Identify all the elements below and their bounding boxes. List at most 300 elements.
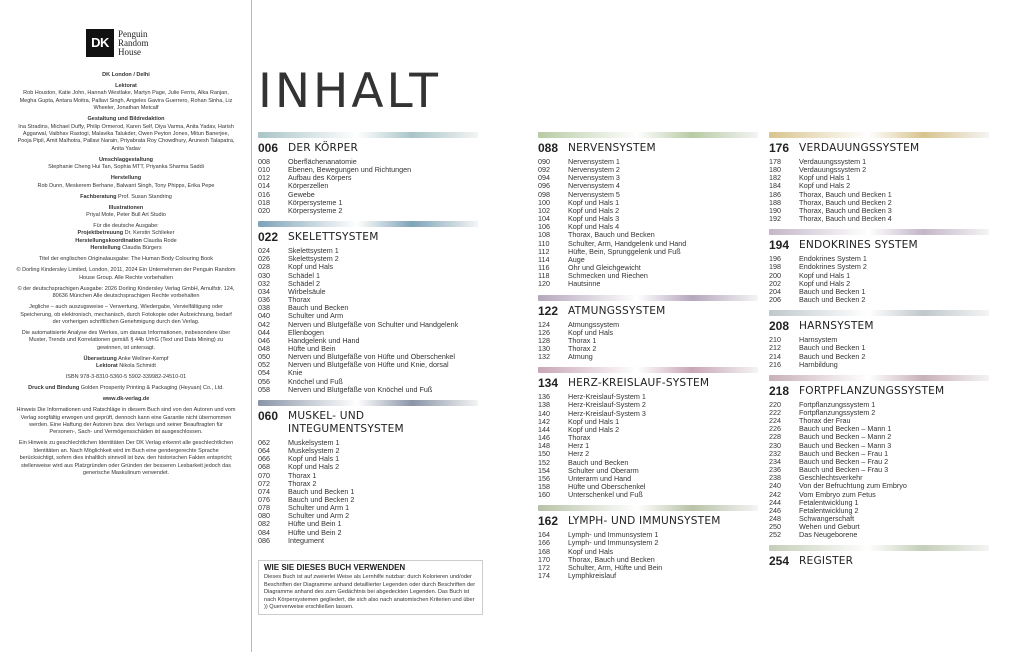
entry-page: 200 [769,270,781,280]
entry-title: Endokrines System 2 [799,262,867,272]
imprint-heading: Übersetzung [83,355,117,362]
entry-title: Schulter, Arm, Handgelenk und Hand [568,238,687,248]
imprint-block [16,223,236,253]
entry-page: 124 [538,319,550,329]
toc-entry[interactable] [258,537,478,545]
entry-page: 058 [258,384,270,394]
entry-page: 182 [769,173,781,183]
imprint-block [16,205,236,220]
section-heading[interactable] [769,239,989,252]
entry-page: 070 [258,470,270,480]
section-color-bar [258,132,478,138]
entry-title: Ellenbogen [288,327,324,337]
toc-column-2 [538,132,758,586]
toc-entry[interactable] [258,207,478,215]
entry-title: Bauch und Becken – Frau 2 [799,456,889,466]
entry-page: 096 [538,181,550,191]
entry-page: 102 [538,205,550,215]
entry-title: Nervensystem 1 [568,157,620,166]
entry-page: 126 [538,327,550,337]
entry-title: Schulter und Arm 1 [288,503,350,513]
entry-title: Bauch und Becken 2 [799,295,866,305]
entry-page: 052 [258,360,270,370]
entry-page: 148 [538,441,550,451]
entry-title: Bauch und Becken 1 [799,286,866,296]
section-heading[interactable] [769,555,989,568]
entry-title: Nerven und Blutgefäße von Knöchel und Fuß [288,384,433,394]
section-page: 254 [769,554,790,569]
entry-title: Fortpflanzungssystem 1 [799,399,876,409]
entry-title: Bauch und Becken [568,457,629,467]
entry-page: 078 [258,503,270,513]
entry-page: 112 [538,246,550,256]
section-color-bar [769,375,989,381]
section-color-bar [538,505,758,511]
toc-entry[interactable] [769,296,989,304]
imprint-body: Für die deutsche Ausgabe: [93,223,159,230]
entry-title: Nervensystem 4 [568,181,620,191]
entry-page: 160 [538,490,550,500]
entry-title: Thorax, Bauch und Becken 2 [799,197,892,207]
toc-section [538,132,758,289]
entry-page: 196 [769,254,781,264]
entry-page: 188 [769,197,781,207]
section-title: LYMPH- UND IMMUNSYSTEM [568,515,721,528]
entry-title: Körperzellen [288,181,329,191]
entry-title: Thorax 1 [288,470,317,480]
entry-page: 008 [258,157,270,166]
entry-page: 240 [769,481,781,491]
toc-section [538,295,758,362]
entry-title: Kopf und Hals 2 [799,278,851,288]
entry-title: Integument [288,535,324,545]
imprint-block [16,385,236,392]
entry-title: Kopf und Hals 4 [568,222,620,232]
entry-page: 230 [769,440,781,450]
entry-title: Nerven und Blutgefäße von Hüfte und Oberschenkel [288,352,456,362]
entry-title: Unterschenkel und Fuß [568,490,643,500]
toc-section [538,367,758,499]
imprint-body: Rob Dunn, Meskerem Berhane, Balwant Singh, Tony Phipps, Erika Pepe [37,182,215,189]
entry-title: Geschlechtsverkehr [799,473,863,483]
entry-title: Aufbau des Körpers [288,173,352,183]
entry-title: Unterarm und Hand [568,473,632,483]
imprint-block [16,72,236,79]
imprint-block [16,256,236,263]
entry-title: Hüfte und Bein [288,343,336,353]
toc-section [769,132,989,223]
imprint-block [16,330,236,352]
imprint-block [16,407,236,437]
section-heading[interactable] [538,305,758,318]
imprint-heading: Druck und Bindung [28,385,80,392]
imprint-role: Herstellung [90,245,121,252]
entry-title: Herz-Kreislauf-System 2 [568,400,646,410]
entry-title: Hüfte, Bein, Sprunggelenk und Fuß [568,246,681,256]
section-color-bar [769,310,989,316]
entry-page: 118 [538,271,550,281]
how-to-title: WIE SIE DIESES BUCH VERWENDEN [264,563,406,572]
entry-title: Bauch und Becken 2 [288,495,355,504]
entry-page: 018 [258,197,270,207]
entry-title: Schädel 1 [288,270,320,280]
imprint-role: Lektorat [96,363,118,370]
entry-title: Thorax, Bauch und Becken 1 [799,189,892,199]
imprint-block [16,116,236,153]
entry-page: 232 [769,448,781,458]
toc-section [258,221,478,394]
entry-title: Schmecken und Riechen [568,271,648,281]
entry-page: 108 [538,230,550,240]
entry-page: 076 [258,495,270,504]
toc-entry[interactable] [538,572,758,580]
entry-page: 116 [538,263,550,273]
entry-title: Herz 1 [568,441,590,451]
entry-title: Kopf und Hals 2 [568,205,620,215]
entry-page: 114 [538,254,550,264]
entry-title: Oberflächenanatomie [288,157,357,166]
entry-page: 044 [258,327,270,337]
page-title: INHALT [258,64,441,119]
entry-page: 066 [258,454,270,464]
entry-page: 212 [769,343,781,353]
entry-title: Thorax, Bauch und Becken [568,554,655,564]
entry-title: Bauch und Becken – Frau 3 [799,465,889,475]
entry-title: Schwangerschaft [799,514,855,523]
entry-title: Skelettsystem 2 [288,254,339,264]
toc-entry[interactable] [258,386,478,394]
section-page: 122 [538,303,559,318]
section-heading[interactable] [258,231,478,244]
section-title: FORTPFLANZUNGSSYSTEM [799,384,945,397]
entry-page: 190 [769,205,781,215]
entry-title: Kopf und Hals [288,262,334,272]
imprint-heading: www.dk-verlag.de [102,396,150,403]
toc-section [769,310,989,369]
entry-title: Bauch und Becken – Frau 1 [799,448,889,458]
entry-title: Kopf und Hals 2 [799,181,851,191]
entry-title: Endokrines System 1 [799,254,867,264]
entry-title: Schulter und Arm 2 [288,511,350,521]
imprint-body: Anke Wellner-Kempf [118,355,169,362]
entry-page: 128 [538,335,550,345]
entry-page: 042 [258,319,270,329]
entry-title: Herz-Kreislauf-System 3 [568,408,646,418]
entry-title: Nervensystem 3 [568,173,620,183]
entry-title: Nerven und Blutgefäße von Hüfte und Knie, dorsal [288,360,449,370]
entry-page: 166 [538,538,550,548]
entry-title: Kopf und Hals [568,546,614,556]
toc-column-3 [769,132,989,574]
imprint-body: Priyal Mote, Peter Bull Art Studio [86,212,166,219]
entry-title: Handgelenk und Hand [288,335,360,345]
entry-page: 036 [258,295,270,305]
toc-section [538,505,758,580]
entry-page: 086 [258,535,270,545]
entry-title: Bauch und Becken [288,303,349,313]
toc-entry[interactable] [769,531,989,539]
section-page: 022 [258,230,279,245]
entry-page: 056 [258,376,270,386]
toc-entry[interactable] [538,280,758,288]
entry-page: 138 [538,400,550,410]
section-color-bar [769,545,989,551]
entry-title: Thorax 2 [288,478,317,488]
section-title: VERDAUUNGSSYSTEM [799,142,920,154]
section-title: REGISTER [799,555,854,568]
entry-title: Schulter und Arm [288,311,344,321]
entry-title: Schulter und Oberarm [568,465,639,475]
entry-title: Schädel 2 [288,278,320,288]
entry-page: 064 [258,446,270,456]
entry-title: Harnsystem [799,335,838,345]
entry-title: Bauch und Becken 1 [288,486,355,496]
entry-page: 098 [538,189,550,199]
section-heading[interactable] [538,377,758,390]
entry-title: Atmung [568,352,593,362]
imprint-person: Claudia Bürgers [122,245,162,252]
entry-page: 172 [538,562,550,572]
section-page: 194 [769,238,790,253]
section-heading[interactable] [538,142,758,155]
entry-title: Thorax, Bauch und Becken 4 [799,214,892,224]
imprint-text [16,72,236,481]
toc-entry[interactable] [538,491,758,499]
entry-page: 050 [258,352,270,362]
section-heading[interactable] [538,515,758,528]
entry-title: Fortpflanzungssystem 2 [799,407,876,417]
entry-title: Kopf und Hals 1 [568,197,620,207]
imprint-body: © Dorling Kindersley Limited, London, 2011, 2024 Ein Unternehmen der Penguin Random House Group. Alle Rechte vorbehalten [16,267,236,281]
entry-page: 186 [769,189,781,199]
entry-title: Ohr und Gleichgewicht [568,263,641,273]
imprint-person: Claudia Rode [143,237,177,244]
entry-title: Thorax [288,295,311,305]
entry-page: 090 [538,157,550,166]
entry-page: 158 [538,482,550,491]
entry-title: Gewebe [288,189,315,199]
entry-title: Das Neugeborene [799,530,858,540]
imprint-heading: Gestaltung und Bildredaktion [87,116,165,123]
entry-page: 198 [769,262,781,272]
entry-page: 152 [538,457,550,467]
entry-title: Bauch und Becken 2 [799,351,866,361]
entry-title: Verdauungssystem 2 [799,165,867,175]
section-color-bar [538,295,758,301]
entry-title: Schulter, Arm, Hüfte und Bein [568,562,663,572]
section-title: HERZ-KREISLAUF-SYSTEM [568,377,710,390]
entry-page: 068 [258,462,270,472]
entry-title: Skelettsystem 1 [288,246,339,256]
toc-entry[interactable] [769,361,989,369]
imprint-page [0,0,252,652]
entry-page: 142 [538,416,550,426]
imprint-block [16,157,236,172]
imprint-block [16,286,236,301]
entry-page: 178 [769,157,781,166]
section-color-bar [538,132,758,138]
entry-page: 250 [769,522,781,532]
entry-title: Harnbildung [799,359,838,369]
toc-entry[interactable] [538,353,758,361]
entry-page: 204 [769,286,781,296]
entry-title: Thorax, Bauch und Becken [568,230,655,240]
entry-page: 074 [258,486,270,496]
imprint-person: Nikola Schmidt [119,363,156,370]
section-heading[interactable] [258,410,478,436]
entry-title: Kopf und Hals 3 [568,214,620,224]
entry-title: Nervensystem 2 [568,165,620,175]
section-heading[interactable] [258,142,478,155]
entry-page: 084 [258,527,270,537]
section-title: NERVENSYSTEM [568,142,656,154]
entry-title: Thorax, Bauch und Becken 3 [799,205,892,215]
entry-title: Thorax 1 [568,335,597,345]
entry-page: 092 [538,165,550,175]
imprint-body: Die automatisierte Analyse des Werkes, um daraus Informationen, insbesondere über Muster, Trends und Korrelationen gemäß § 44b UrhG (Text und Data Mining) zu gewinnen, ist untersagt. [21,329,231,351]
imprint-body: Stephanie Cheng Hui Tan, Sophia MTT, Priyanka Sharma Saddi [48,164,204,171]
imprint-body: Golden Prosperity Printing & Packaging (Heyuan) Co., Ltd. [80,385,224,392]
entry-page: 226 [769,424,781,434]
entry-page: 216 [769,359,781,369]
toc-section [769,545,989,568]
entry-title: Herz-Kreislauf-System 1 [568,392,646,402]
toc-entry[interactable] [769,215,989,223]
imprint-heading: Illustrationen [108,204,144,211]
section-title: ENDOKRINES SYSTEM [799,239,918,252]
entry-page: 206 [769,295,781,305]
entry-page: 214 [769,351,781,361]
entry-title: Hüfte und Bein 2 [288,527,342,537]
entry-title: Fetalentwicklung 2 [799,505,859,515]
imprint-heading: Lektorat [115,83,137,89]
entry-title: Hautsinne [568,279,601,289]
imprint-person: Dr. Kerstin Schlieker [124,230,175,237]
entry-page: 104 [538,214,550,224]
imprint-block [16,356,236,371]
imprint-block [16,267,236,282]
imprint-body: Prof. Susan Standring [118,193,172,200]
imprint-heading: Fachberatung [80,193,117,200]
entry-title: Nervensystem 5 [568,189,620,199]
how-to-text: Dieses Buch ist auf zweierlei Weise als Lernhilfe nutzbar: durch Kolorieren und/oder Beschriften der Diagramme anhand detaillierter Legenden oder durch Beschriften der Diagramme anhand des zum Gedächtnis bei abgedeckten Legenden. Das Buch ist nach Körpersystemen gegliedert, die sich also nach anatomischen Kriterien und über )) Querverweise erschließen lassen. [264,574,476,611]
section-color-bar [258,400,478,406]
entry-title: Kopf und Hals 2 [568,424,620,434]
entry-page: 238 [769,473,781,483]
imprint-body: Hinweis Die Informationen und Ratschläge in diesem Buch sind von den Autoren und vom Verlag sorgfältig erwogen und geprüft, dennoch kann eine Garantie nicht übernommen werden. Eine Haftung der Autoren bzw. des Verlags und seiner Beauftragten für Personen-, Sach- und Vermögensschäden ist ausgeschlossen. [16,407,236,436]
entry-page: 222 [769,407,781,417]
section-page: 208 [769,319,790,334]
entry-title: Muskelsystem 2 [288,446,340,456]
imprint-heading: DK London / Delhi [102,72,150,78]
entry-page: 030 [258,270,270,280]
imprint-body: Ein Hinweis zu geschlechtlichen Identitäten Der DK Verlag erkennt alle geschlechtlichen Identitäten an. Nach Möglichkeit wird im Buch eine gendergerechte Sprache berücksichtigt, sofern dies inhaltlich sinnvoll ist bzw. den historischen Fakten entspricht; stellenweise wird aus Platzgründen oder Gründen der besseren Lesbarkeit jedoch das generische Maskulinum verwendet. [18,440,234,476]
toc-section [769,375,989,540]
entry-page: 014 [258,181,270,191]
entry-page: 038 [258,303,270,313]
entry-page: 054 [258,368,270,378]
entry-title: Lymphkreislauf [568,571,617,581]
entry-page: 180 [769,165,781,175]
entry-page: 020 [258,205,270,215]
section-title: DER KÖRPER [288,142,359,154]
entry-page: 048 [258,343,270,353]
entry-page: 024 [258,246,270,256]
entry-title: Bauch und Becken 1 [799,343,866,353]
section-page: 134 [538,376,559,391]
section-title: SKELETTSYSTEM [288,231,379,244]
section-heading[interactable] [769,142,989,155]
entry-page: 154 [538,465,550,475]
entry-title: Hüfte und Oberschenkel [568,482,646,491]
section-color-bar [538,367,758,373]
entry-title: Auge [568,254,585,264]
entry-page: 252 [769,530,781,540]
entry-page: 242 [769,489,781,499]
entry-page: 080 [258,511,270,521]
entry-page: 034 [258,286,270,296]
imprint-block [16,83,236,113]
entry-title: Körpersysteme 2 [288,205,343,215]
section-page: 006 [258,141,279,155]
section-page: 088 [538,141,559,155]
entry-title: Kopf und Hals 1 [288,454,340,464]
section-color-bar [258,221,478,227]
entry-title: Thorax der Frau [799,416,851,426]
entry-page: 248 [769,514,781,523]
entry-page: 220 [769,399,781,409]
entry-title: Lymph- und Immunsystem 1 [568,530,659,540]
entry-title: Bauch und Becken – Mann 2 [799,432,892,442]
entry-page: 106 [538,222,550,232]
dk-logo [86,29,149,57]
entry-title: Vom Embryo zum Fetus [799,489,876,499]
toc-section [258,132,478,215]
imprint-body: © der deutschsprachigen Ausgabe: 2026 Dorling Kindersley Verlag GmbH, Arnulfstr. 124, 80636 München Alle deutschsprachigen Rechte vorbehalten [17,285,235,300]
section-heading[interactable] [769,320,989,333]
imprint-body: Rob Houston, Katie John, Hannah Westlake, Martyn Page, Julie Ferris, Alka Ranjan, Megha Gupta, Antara Moitra, Pallavi Singh, Angeles Gavira Guerrero, Rohan Sinha, Liz Wheeler, Jonathan Metcalf [19,90,233,112]
imprint-block [16,194,236,201]
section-page: 060 [258,408,279,423]
entry-page: 170 [538,554,550,564]
section-color-bar [769,229,989,235]
entry-title: Herz 2 [568,449,590,459]
entry-page: 062 [258,437,270,447]
entry-title: Kopf und Hals [568,327,614,337]
entry-title: Bauch und Becken – Mann 3 [799,440,892,450]
entry-page: 150 [538,449,550,459]
imprint-body: Jegliche – auch auszugsweise – Verwertung, Wiedergabe, Vervielfältigung oder Speicherung, ob elektronisch, mechanisch, durch Fotokopie oder Aufzeichnung, bedarf der vorherigen schriftlichen Genehmigung durch den Verlag. [20,304,232,325]
entry-title: Kopf und Hals 1 [799,270,851,280]
entry-title: Ebenen, Bewegungen und Richtungen [288,165,412,175]
section-page: 162 [538,514,559,529]
section-color-bar [769,132,989,138]
entry-title: Kopf und Hals 1 [568,416,620,426]
imprint-body: ISBN 978-3-8310-5360-5 5902-339982-24510-01 [65,374,187,381]
imprint-heading: Herstellung [110,175,142,182]
entry-page: 236 [769,465,781,475]
section-page: 218 [769,383,790,398]
imprint-body: Ina Stradins, Michael Duffy, Philip Ormerod, Karen Self, Diya Varma, Anita Yadav, Harish Aggarwal, Vaibhav Rastogi, Malavika Talukder, Owen Peyton Jones, Mitun Banerjee, Pooja Pipil, Amit Malhotra, Pallavi Narain, Priyabrata Roy Chowdhury, Arunesh Talapatra, Anita Yadav [17,123,235,152]
entry-page: 028 [258,262,270,272]
entry-page: 168 [538,546,550,556]
entry-page: 026 [258,254,270,264]
entry-page: 146 [538,433,550,443]
entry-title: Wehen und Geburt [799,522,860,532]
entry-page: 202 [769,278,781,288]
entry-page: 244 [769,497,781,507]
section-heading[interactable] [769,385,989,398]
